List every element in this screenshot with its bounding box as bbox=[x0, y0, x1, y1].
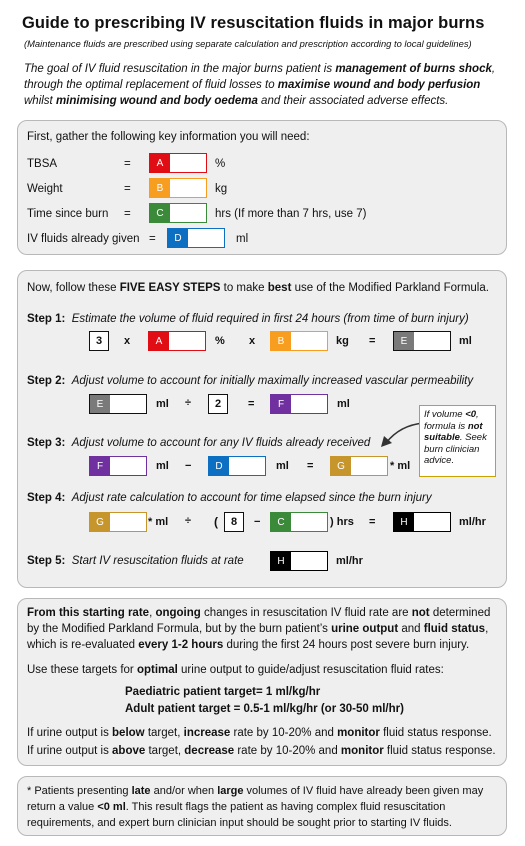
tag-d: D bbox=[209, 457, 229, 475]
info-intro: First, gather the following key information you will need: bbox=[27, 131, 310, 143]
times-sign: x bbox=[249, 335, 256, 347]
weight-label: Weight bbox=[27, 183, 63, 195]
tag-a: A bbox=[150, 154, 170, 172]
goal-statement: The goal of IV fluid resuscitation in the major burns patient is management of burns shock, through the optimal replacement of fluid losses to maximise wound and body perfusion whilst minimising wound and body oedema and their associated adverse effects. bbox=[24, 63, 496, 107]
negative-volume-note: If volume <0, formula is not suitable. Seek burn clinician advice. bbox=[419, 405, 496, 477]
tbsa-label: TBSA bbox=[27, 158, 58, 170]
step-2-title: Step 2: Adjust volume to account for initially maximally increased vascular permeability bbox=[27, 375, 474, 387]
tag-c: C bbox=[150, 204, 170, 222]
targets-intro: Use these targets for optimal urine output to guide/adjust resuscitation fluid rates: bbox=[27, 664, 444, 676]
ongoing-line-3: which is re-evaluated every 1-2 hours during the first 24 hours post severe burn injury. bbox=[27, 639, 470, 651]
tag-e: E bbox=[90, 395, 110, 413]
fluids-given-label: IV fluids already given bbox=[27, 233, 140, 245]
tag-h: H bbox=[271, 552, 291, 570]
tag-a: A bbox=[149, 332, 169, 350]
equals-sign: = bbox=[124, 158, 131, 170]
step-4-title: Step 4: Adjust rate calculation to account for time elapsed since the burn injury bbox=[27, 492, 432, 504]
tag-g: G bbox=[331, 457, 351, 475]
ml-unit: ml bbox=[337, 398, 350, 410]
equals-sign: = bbox=[248, 398, 255, 410]
step-5-title: Step 5: Start IV resuscitation fluids at rate bbox=[27, 555, 244, 567]
step1-result-field[interactable] bbox=[393, 331, 451, 351]
steps-intro: Now, follow these FIVE EASY STEPS to make best use of the Modified Parkland Formula. bbox=[27, 282, 489, 294]
footnote-panel bbox=[17, 776, 507, 836]
ml-unit: * ml bbox=[148, 516, 169, 528]
equals-sign: = bbox=[149, 233, 156, 245]
adult-target: Adult patient target = 0.5-1 ml/kg/hr (or 30-50 ml/hr) bbox=[125, 703, 404, 715]
divide-sign: ÷ bbox=[185, 397, 192, 409]
step3-d-field[interactable] bbox=[208, 456, 266, 476]
step5-h-field[interactable] bbox=[270, 551, 328, 571]
equals-sign: = bbox=[307, 460, 314, 472]
step1-weight-field[interactable] bbox=[270, 331, 328, 351]
page-title: Guide to prescribing IV resuscitation fluids in major burns bbox=[22, 14, 485, 32]
info-panel bbox=[17, 120, 507, 255]
step4-c-field[interactable] bbox=[270, 512, 328, 532]
tag-f: F bbox=[271, 395, 291, 413]
kg-unit: kg bbox=[336, 335, 349, 347]
ml-unit: * ml bbox=[390, 460, 411, 472]
minus-sign: − bbox=[254, 516, 261, 528]
tag-c: C bbox=[271, 513, 291, 531]
above-target-advice: If urine output is above target, decrease rate by 10-20% and monitor fluid status response. bbox=[27, 745, 496, 757]
time-unit: hrs (If more than 7 hrs, use 7) bbox=[215, 208, 367, 220]
ml-per-hr-unit: ml/hr bbox=[459, 516, 486, 528]
paediatric-target: Paediatric patient target= 1 ml/kg/hr bbox=[125, 686, 321, 698]
weight-unit: kg bbox=[215, 183, 228, 195]
tag-f: F bbox=[90, 457, 110, 475]
number-8-box: 8 bbox=[224, 512, 244, 532]
divide-sign: ÷ bbox=[185, 515, 192, 527]
equals-sign: = bbox=[369, 516, 376, 528]
equals-sign: = bbox=[124, 208, 131, 220]
tag-h: H bbox=[394, 513, 414, 531]
step2-e-field[interactable] bbox=[89, 394, 147, 414]
step-1-title: Step 1: Estimate the volume of fluid required in first 24 hours (from time of burn injury) bbox=[27, 313, 469, 325]
step-3-title: Step 3: Adjust volume to account for any IV fluids already received bbox=[27, 437, 371, 449]
step2-f-field[interactable] bbox=[270, 394, 328, 414]
ml-unit: ml bbox=[276, 460, 289, 472]
tag-e: E bbox=[394, 332, 414, 350]
ml-per-hr-unit: ml/hr bbox=[336, 555, 363, 567]
tbsa-unit: % bbox=[215, 158, 226, 170]
number-2-box: 2 bbox=[208, 394, 228, 414]
ongoing-line-1: From this starting rate, ongoing changes in resuscitation IV fluid rate are not determined bbox=[27, 607, 491, 619]
below-target-advice: If urine output is below target, increase rate by 10-20% and monitor fluid status response. bbox=[27, 727, 492, 739]
ongoing-panel bbox=[17, 598, 507, 766]
equals-sign: = bbox=[124, 183, 131, 195]
ongoing-line-2: by the Modified Parkland Formula, but by the burn patient’s urine output and fluid status, bbox=[27, 623, 489, 635]
hrs-unit: ) hrs bbox=[330, 516, 354, 528]
step4-h-field[interactable] bbox=[393, 512, 451, 532]
tag-g: G bbox=[90, 513, 110, 531]
step4-g-field[interactable] bbox=[89, 512, 147, 532]
fluids-given-unit: ml bbox=[236, 233, 249, 245]
tbsa-field[interactable] bbox=[149, 153, 207, 173]
footnote-text: * Patients presenting late and/or when large volumes of IV fluid have already been given may return a value <0 ml. This result flags the patient as having complex fluid resuscitation requirements, and expert burn clinician input should be sought prior to starting IV fluids. bbox=[27, 785, 484, 829]
times-sign: x bbox=[124, 335, 131, 347]
open-paren: ( bbox=[214, 515, 218, 529]
step3-g-field[interactable] bbox=[330, 456, 388, 476]
tag-b: B bbox=[271, 332, 291, 350]
tag-b: B bbox=[150, 179, 170, 197]
tag-d: D bbox=[168, 229, 188, 247]
equals-sign: = bbox=[369, 335, 376, 347]
fluids-given-field[interactable] bbox=[167, 228, 225, 248]
number-3-box: 3 bbox=[89, 331, 109, 351]
time-label: Time since burn bbox=[27, 208, 109, 220]
step3-f-field[interactable] bbox=[89, 456, 147, 476]
ml-unit: ml bbox=[156, 460, 169, 472]
minus-sign: − bbox=[185, 460, 192, 472]
time-field[interactable] bbox=[149, 203, 207, 223]
ml-unit: ml bbox=[156, 398, 169, 410]
percent-unit: % bbox=[215, 335, 225, 347]
subtitle: (Maintenance fluids are prescribed using separate calculation and prescription according to local guidelines) bbox=[24, 38, 472, 49]
step1-tbsa-field[interactable] bbox=[148, 331, 206, 351]
ml-unit: ml bbox=[459, 335, 472, 347]
weight-field[interactable] bbox=[149, 178, 207, 198]
